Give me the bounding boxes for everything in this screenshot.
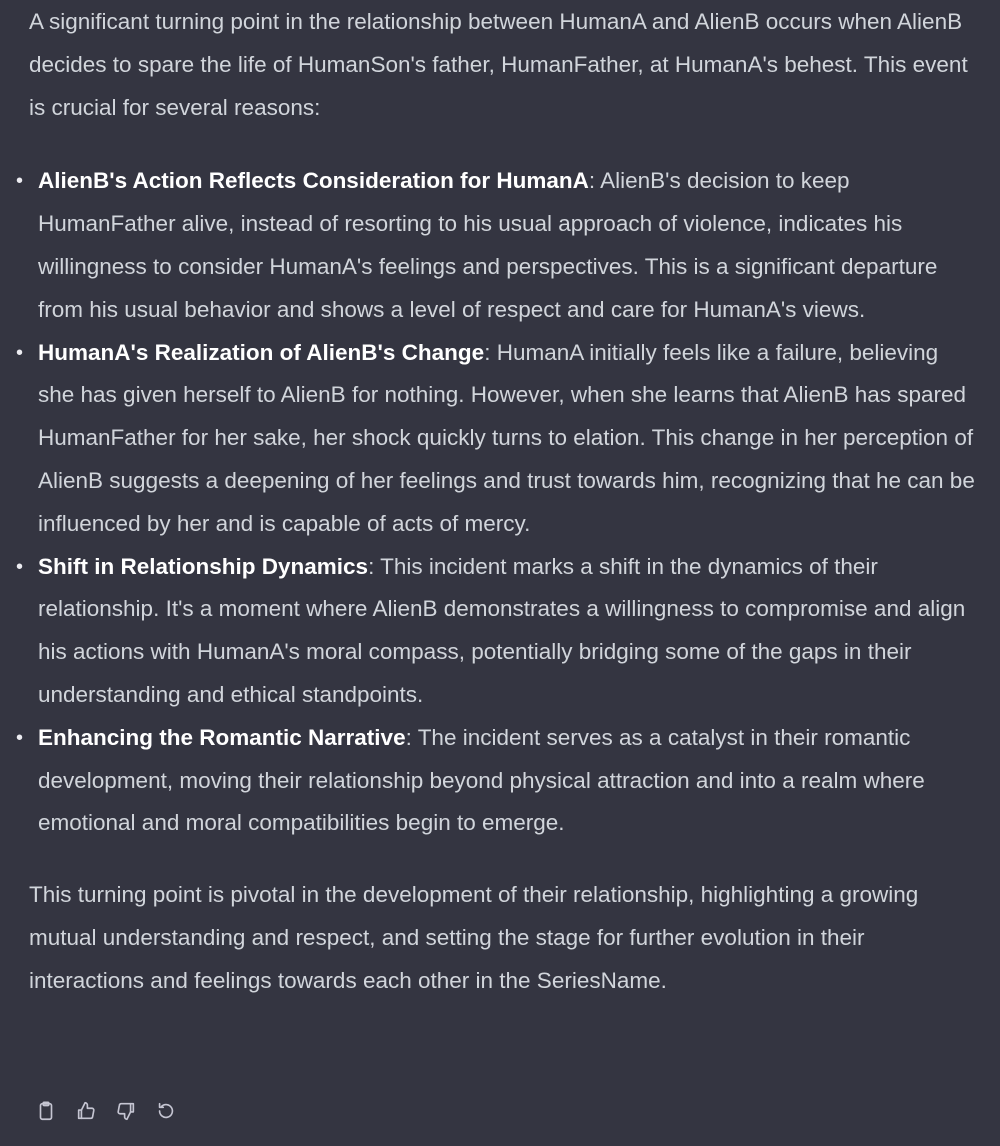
- message-actions: [30, 1097, 182, 1125]
- list-item-title: AlienB's Action Reflects Consideration for HumanA: [38, 168, 589, 194]
- list-item-title: Shift in Relationship Dynamics: [38, 553, 369, 579]
- thumbs-down-button[interactable]: [110, 1097, 142, 1125]
- list-item: [16, 332, 979, 546]
- list-item-title: Enhancing the Romantic Narrative: [38, 724, 406, 750]
- conclusion-paragraph: This turning point is pivotal in the development of their relationship, highlighting a growing mutual understanding and respect, and setting the stage for further evolution in their interactions and feelings towards each other in the SeriesName.: [29, 882, 919, 993]
- list-item-text: : The incident serves as a catalyst in their romantic development, moving their relationship beyond physical attraction and into a realm where emotional and moral compatibilities begin to emerge.: [38, 724, 925, 836]
- clipboard-icon: [35, 1100, 57, 1122]
- list-item-title: HumanA's Realization of AlienB's Change: [38, 339, 485, 365]
- list-item-text: : HumanA initially feels like a failure, believing she has given herself to AlienB for nothing. However, when she learns that AlienB has spared HumanFather for her sake, her shock quickly turns to elation. This change in her perception of AlienB suggests a deepening of her feelings and trust towards him, recognizing that he can be influenced by her and is capable of acts of mercy.: [38, 339, 975, 536]
- key-points-list: [16, 160, 979, 845]
- copy-button[interactable]: [30, 1097, 62, 1125]
- regenerate-button[interactable]: [150, 1097, 182, 1125]
- list-item: [16, 546, 979, 717]
- bullet-icon: •: [16, 726, 24, 749]
- list-item: [16, 717, 979, 845]
- list-item-text: : This incident marks a shift in the dynamics of their relationship. It's a moment where AlienB demonstrates a willingness to compromise and align his actions with HumanA's moral compass, potentially bridging some of the gaps in their understanding and ethical standpoints.: [38, 553, 966, 707]
- thumbs-up-icon: [75, 1100, 97, 1122]
- bullet-icon: •: [16, 555, 24, 578]
- list-item: [16, 160, 979, 331]
- bullet-icon: •: [16, 170, 24, 193]
- regenerate-icon: [155, 1100, 177, 1122]
- assistant-message: [16, 0, 979, 1003]
- list-item-text: : AlienB's decision to keep HumanFather alive, instead of resorting to his usual approach of violence, indicates his willingness to consider HumanA's feelings and perspectives. This is a significant departure from his usual behavior and shows a level of respect and care for HumanA's views.: [38, 168, 938, 322]
- thumbs-down-icon: [115, 1100, 137, 1122]
- intro-paragraph: A significant turning point in the relationship between HumanA and AlienB occurs when AlienB decides to spare the life of HumanSon's father, HumanFather, at HumanA's behest. This event is crucial for several reasons:: [29, 9, 968, 120]
- bullet-icon: •: [16, 341, 24, 364]
- thumbs-up-button[interactable]: [70, 1097, 102, 1125]
